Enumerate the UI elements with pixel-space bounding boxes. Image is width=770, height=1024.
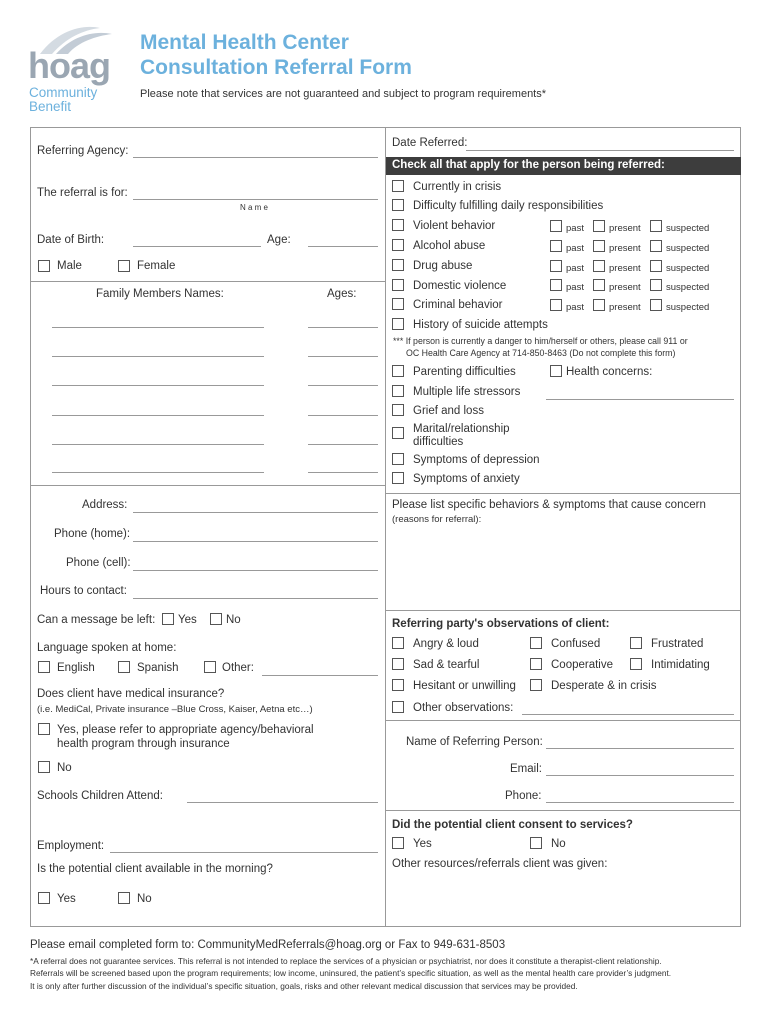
criminal-suspected-checkbox[interactable] [650, 299, 662, 311]
other-language-checkbox[interactable] [204, 661, 216, 673]
past-label: past [566, 302, 584, 313]
phone-field[interactable] [546, 802, 734, 803]
violent-present-checkbox[interactable] [593, 220, 605, 232]
other-observations-checkbox[interactable] [392, 701, 404, 713]
resources-field[interactable] [390, 874, 735, 922]
hesitant-checkbox[interactable] [392, 679, 404, 691]
family-age-field[interactable] [308, 356, 378, 357]
family-names-label: Family Members Names: [96, 288, 224, 300]
obs-label: Cooperative [551, 659, 614, 671]
consent-yes-label: Yes [413, 838, 432, 850]
confused-checkbox[interactable] [530, 637, 542, 649]
phone-cell-field[interactable] [133, 570, 378, 571]
resources-label: Other resources/referrals client was given: [392, 858, 608, 870]
suspected-label: suspected [666, 223, 710, 234]
message-yes-label: Yes [178, 614, 197, 626]
insurance-no-label: No [57, 762, 72, 774]
logo [28, 22, 138, 117]
anxiety-checkbox[interactable] [392, 472, 404, 484]
morning-yes-label: Yes [57, 893, 76, 905]
present-label: present [609, 302, 641, 313]
stressors-checkbox[interactable] [392, 385, 404, 397]
history-item-label: Domestic violence [413, 280, 507, 292]
depression-label: Symptoms of depression [413, 454, 540, 466]
cooperative-checkbox[interactable] [530, 658, 542, 670]
family-age-field[interactable] [308, 327, 378, 328]
check-all-header: Check all that apply for the person being referred: [386, 157, 741, 175]
spanish-checkbox[interactable] [118, 661, 130, 673]
present-label: present [609, 263, 641, 274]
drug-present-checkbox[interactable] [593, 260, 605, 272]
male-checkbox[interactable] [38, 260, 50, 272]
domestic-past-checkbox[interactable] [550, 279, 562, 291]
suicide-checkbox[interactable] [392, 318, 404, 330]
phone-label: Phone: [505, 790, 542, 802]
employment-field[interactable] [110, 852, 378, 853]
language-label: Language spoken at home: [37, 642, 177, 654]
suspected-label: suspected [666, 282, 710, 293]
past-label: past [566, 282, 584, 293]
behaviors-label: Please list specific behaviors & symptoms that cause concern [392, 499, 706, 511]
domestic-present-checkbox[interactable] [593, 279, 605, 291]
message-no-checkbox[interactable] [210, 613, 222, 625]
other-language-label: Other: [222, 662, 254, 674]
history-item-label: Criminal behavior [413, 299, 503, 311]
morning-question: Is the potential client available in the morning? [37, 863, 273, 875]
consent-yes-checkbox[interactable] [392, 837, 404, 849]
history-item-label: Violent behavior [413, 220, 496, 232]
message-no-label: No [226, 614, 241, 626]
obs-label: Confused [551, 638, 601, 650]
observations-title: Referring party's observations of client: [392, 618, 610, 630]
insurance-no-checkbox[interactable] [38, 761, 50, 773]
health-concerns-field[interactable] [546, 399, 734, 400]
desperate-checkbox[interactable] [530, 679, 542, 691]
schools-field[interactable] [187, 802, 378, 803]
address-label: Address: [82, 499, 128, 511]
female-checkbox[interactable] [118, 260, 130, 272]
angry-checkbox[interactable] [392, 637, 404, 649]
drug-past-checkbox[interactable] [550, 260, 562, 272]
behaviors-field[interactable] [390, 528, 735, 606]
family-name-field[interactable] [52, 327, 264, 328]
crisis-label: Currently in crisis [413, 181, 502, 193]
divider [30, 485, 385, 486]
referring-agency-label: Referring Agency: [37, 145, 129, 157]
health-concerns-checkbox[interactable] [550, 365, 562, 377]
obs-label: Frustrated [651, 638, 704, 650]
past-label: past [566, 223, 584, 234]
present-label: present [609, 223, 641, 234]
suspected-label: suspected [666, 263, 710, 274]
family-age-field[interactable] [308, 472, 378, 473]
health-concerns-label: Health concerns: [566, 366, 653, 378]
marital-label-1: Marital/relationship [413, 423, 510, 435]
marital-checkbox[interactable] [392, 427, 404, 439]
morning-yes-checkbox[interactable] [38, 892, 50, 904]
obs-label: Hesitant or unwilling [413, 680, 516, 692]
divider [30, 281, 385, 282]
dob-label: Date of Birth: [37, 234, 105, 246]
difficulty-checkbox[interactable] [392, 199, 404, 211]
criminal-past-checkbox[interactable] [550, 299, 562, 311]
obs-label: Intimidating [651, 659, 710, 671]
insurance-examples: (i.e. MediCal, Private insurance –Blue Cross, Kaiser, Aetna etc…) [37, 704, 313, 715]
past-label: past [566, 263, 584, 274]
referring-agency-field[interactable] [133, 157, 378, 158]
frustrated-checkbox[interactable] [630, 637, 642, 649]
disclaimer-line2: Referrals will be screened based upon the program requirements; low income, uninsured, the patient’s specific situation, as well as the mental health care provider’s judgment. [30, 968, 672, 978]
insurance-yes-label-2: health program through insurance [57, 738, 230, 750]
present-label: present [609, 243, 641, 254]
submit-instructions: Please email completed form to: CommunityMedReferrals@hoag.org or Fax to 949-631-8503 [30, 939, 506, 951]
family-name-field[interactable] [52, 472, 264, 473]
obs-label: Desperate & in crisis [551, 680, 657, 692]
disclaimer-line3: It is only after further discussion of the individual’s specific situation, goals, risks and other relevant medical discussion that services may be provided. [30, 981, 578, 991]
referring-person-field[interactable] [546, 748, 734, 749]
danger-note-line1: *** If person is currently a danger to him/herself or others, please call 911 or [393, 336, 688, 346]
header-note: Please note that services are not guaranteed and subject to program requirements* [140, 88, 547, 100]
family-name-field[interactable] [52, 415, 264, 416]
email-field[interactable] [546, 775, 734, 776]
drug-checkbox[interactable] [392, 259, 404, 271]
sad-checkbox[interactable] [392, 658, 404, 670]
dob-field[interactable] [133, 246, 261, 247]
date-referred-field[interactable] [466, 150, 734, 151]
referral-name-field[interactable] [133, 199, 378, 200]
divider [385, 810, 741, 811]
past-label: past [566, 243, 584, 254]
drug-suspected-checkbox[interactable] [650, 260, 662, 272]
message-label: Can a message be left: [37, 614, 156, 626]
alcohol-past-checkbox[interactable] [550, 240, 562, 252]
history-item-label: Drug abuse [413, 260, 473, 272]
message-yes-checkbox[interactable] [162, 613, 174, 625]
obs-label: Sad & tearful [413, 659, 480, 671]
ages-label: Ages: [327, 288, 357, 300]
spanish-label: Spanish [137, 662, 179, 674]
consent-no-label: No [551, 838, 566, 850]
violent-past-checkbox[interactable] [550, 220, 562, 232]
insurance-yes-label-1: Yes, please refer to appropriate agency/behavioral [57, 724, 314, 736]
family-name-field[interactable] [52, 356, 264, 357]
difficulty-label: Difficulty fulfilling daily responsibilities [413, 200, 604, 212]
morning-no-label: No [137, 893, 152, 905]
insurance-yes-checkbox[interactable] [38, 723, 50, 735]
referring-person-label: Name of Referring Person: [406, 736, 543, 748]
female-label: Female [137, 260, 176, 272]
parenting-label: Parenting difficulties [413, 366, 516, 378]
marital-label-2: difficulties [413, 436, 464, 448]
hours-field[interactable] [133, 598, 378, 599]
hours-label: Hours to contact: [40, 585, 127, 597]
phone-home-field[interactable] [133, 541, 378, 542]
morning-no-checkbox[interactable] [118, 892, 130, 904]
domestic-suspected-checkbox[interactable] [650, 279, 662, 291]
intimidating-checkbox[interactable] [630, 658, 642, 670]
alcohol-present-checkbox[interactable] [593, 240, 605, 252]
grief-label: Grief and loss [413, 405, 484, 417]
consent-no-checkbox[interactable] [530, 837, 542, 849]
logo-sub-benefit: Benefit [29, 99, 72, 114]
email-label: Email: [510, 763, 542, 775]
alcohol-suspected-checkbox[interactable] [650, 240, 662, 252]
family-age-field[interactable] [308, 444, 378, 445]
divider [385, 720, 741, 721]
violent-checkbox[interactable] [392, 219, 404, 231]
obs-label: Angry & loud [413, 638, 479, 650]
family-age-field[interactable] [308, 385, 378, 386]
english-label: English [57, 662, 95, 674]
consent-question: Did the potential client consent to services? [392, 819, 633, 831]
criminal-checkbox[interactable] [392, 298, 404, 310]
danger-note-line2: OC Health Care Agency at 714-850-8463 (Do not complete this form) [406, 348, 676, 358]
other-language-field[interactable] [262, 675, 378, 676]
male-label: Male [57, 260, 82, 272]
suicide-label: History of suicide attempts [413, 319, 548, 331]
form-title-line1: Mental Health Center [140, 31, 349, 54]
reasons-label: (reasons for referral): [392, 514, 482, 525]
logo-word: hoag [28, 45, 110, 86]
family-name-field[interactable] [52, 385, 264, 386]
referral-for-label: The referral is for: [37, 187, 128, 199]
phone-home-label: Phone (home): [54, 528, 131, 540]
violent-suspected-checkbox[interactable] [650, 220, 662, 232]
history-item-label: Alcohol abuse [413, 240, 486, 252]
present-label: present [609, 282, 641, 293]
divider [385, 493, 741, 494]
english-checkbox[interactable] [38, 661, 50, 673]
other-observations-field[interactable] [522, 714, 734, 715]
logo-sub-community: Community [29, 85, 98, 100]
column-divider [385, 127, 386, 927]
age-field[interactable] [308, 246, 378, 247]
anxiety-label: Symptoms of anxiety [413, 473, 520, 485]
suspected-label: suspected [666, 302, 710, 313]
suspected-label: suspected [666, 243, 710, 254]
grief-checkbox[interactable] [392, 404, 404, 416]
divider [385, 610, 741, 611]
other-observations-label: Other observations: [413, 702, 514, 714]
criminal-present-checkbox[interactable] [593, 299, 605, 311]
employment-label: Employment: [37, 840, 105, 852]
insurance-question: Does client have medical insurance? [37, 688, 225, 700]
address-field[interactable] [133, 512, 378, 513]
age-label: Age: [267, 234, 291, 246]
stressors-label: Multiple life stressors [413, 386, 521, 398]
phone-cell-label: Phone (cell): [66, 557, 131, 569]
crisis-checkbox[interactable] [392, 180, 404, 192]
alcohol-checkbox[interactable] [392, 239, 404, 251]
date-referred-label: Date Referred: [392, 137, 468, 149]
disclaimer-line1: *A referral does not guarantee services. This referral is not intended to replace the services of a physician or psychiatrist, nor does it constitute a therapist-client relationship. [30, 956, 662, 966]
parenting-checkbox[interactable] [392, 365, 404, 377]
schools-label: Schools Children Attend: [37, 790, 163, 802]
domestic-checkbox[interactable] [392, 279, 404, 291]
name-caption: N a m e [240, 203, 269, 212]
depression-checkbox[interactable] [392, 453, 404, 465]
family-name-field[interactable] [52, 444, 264, 445]
family-age-field[interactable] [308, 415, 378, 416]
form-title-line2: Consultation Referral Form [140, 56, 412, 79]
